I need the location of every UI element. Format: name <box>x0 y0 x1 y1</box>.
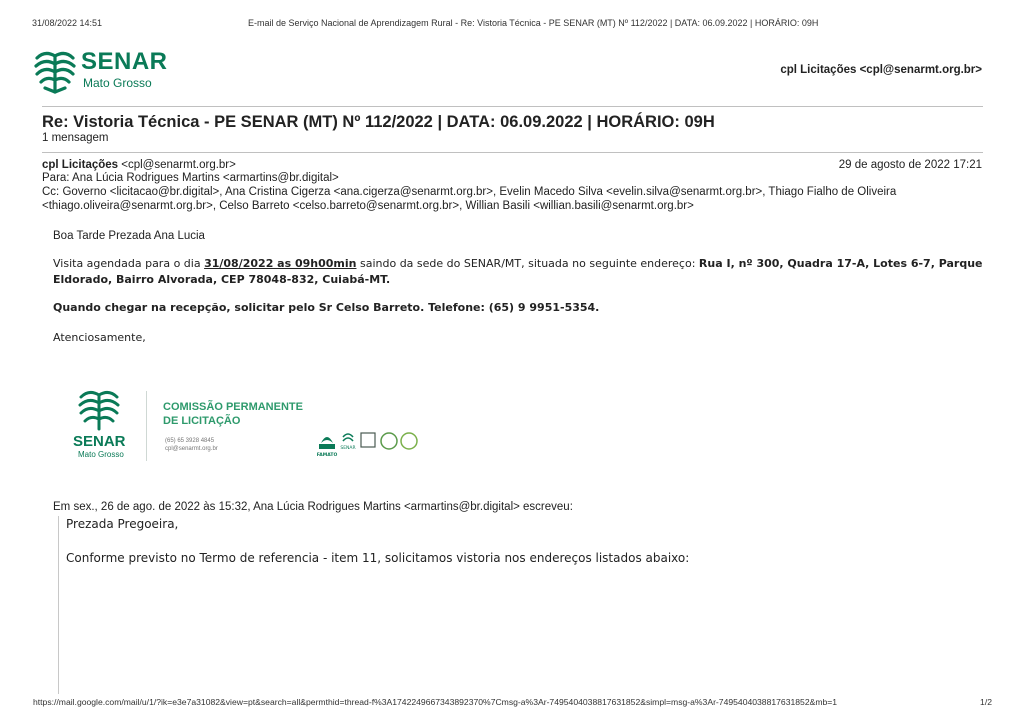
signature-department-continued: DE LICITAÇÃO <box>163 415 241 427</box>
visit-datetime: 31/08/2022 as 09h00min <box>204 257 357 270</box>
signature-divider <box>146 391 147 461</box>
sender <box>42 159 236 171</box>
print-page-title: E-mail de Serviço Nacional de Aprendizagem Rural - Re: Vistoria Técnica - PE SENAR (MT) Nº 112/2022 | DATA: 06.09.2022 | HORÁRIO: 09H <box>248 18 819 28</box>
brand-name: SENAR <box>81 48 168 75</box>
partner-badge-icon <box>401 433 417 449</box>
signature-department: COMISSÃO PERMANENTE <box>163 401 303 413</box>
senar-logo <box>33 48 173 94</box>
visit-address: Rua I, nº 300, Quadra 17-A, Lotes 6-7, Parque <box>698 257 983 270</box>
signature-phone: (65) 65 3928 4845 <box>165 438 215 444</box>
partner-logos <box>317 427 427 457</box>
print-datetime: 31/08/2022 14:51 <box>32 18 103 28</box>
quoted-header: Em sex., 26 de ago. de 2022 às 15:32, Ana Lúcia Rodrigues Martins <armartins@br.digital> escreveu: <box>53 501 573 513</box>
quoted-text: Conforme previsto no Termo de referencia - item 11, solicitamos vistoria nos endereços listados abaixo: <box>66 551 690 565</box>
page-number: 1/2 <box>980 697 992 707</box>
recipients-cc-continued: <thiago.oliveira@senarmt.org.br>, Celso Barreto <celso.barreto@senarmt.org.br>, Willian Basili <willian.basili@senarmt.org.br> <box>42 200 694 212</box>
visit-info <box>53 257 983 270</box>
sender-email: <cpl@senarmt.org.br> <box>121 159 236 171</box>
famato-logo-icon <box>317 437 337 457</box>
partner-logo-icon <box>361 433 375 447</box>
thread-subject: Re: Vistoria Técnica - PE SENAR (MT) Nº 112/2022 | DATA: 06.09.2022 | HORÁRIO: 09H <box>42 113 715 131</box>
wheat-icon <box>76 387 122 431</box>
partner-seal-icon <box>381 433 397 449</box>
account-label: cpl Licitações <cpl@senarmt.org.br> <box>780 64 982 76</box>
brand-region: Mato Grosso <box>83 76 152 90</box>
sender-name: cpl Licitações <box>42 159 119 171</box>
svg-text:SENAR: SENAR <box>340 446 356 451</box>
print-url: https://mail.google.com/mail/u/1/?ik=e3e7a31082&view=pt&search=all&permthid=thread-f%3A1742249667343892370%7Cmsg-a%3Ar-7495404038817631852&simpl=msg-a%3Ar-7495404038817631852&mb=1 <box>33 697 838 707</box>
message-date: 29 de agosto de 2022 17:21 <box>838 159 982 171</box>
recipients-cc: Cc: Governo <licitacao@br.digital>, Ana Cristina Cigerza <ana.cigerza@senarmt.org.br>, Evelin Macedo Silva <evelin.silva@senarmt.org.br>, Thiago Fialho de Oliveira <box>42 186 897 198</box>
reception-instructions: Quando chegar na recepção, solicitar pelo Sr Celso Barreto. Telefone: (65) 9 9951-5354. <box>53 301 600 314</box>
visit-prefix: Visita agendada para o dia <box>53 257 205 270</box>
divider <box>42 152 983 153</box>
quoted-greeting: Prezada Pregoeira, <box>66 517 179 531</box>
greeting: Boa Tarde Prezada Ana Lucia <box>53 230 205 242</box>
visit-address-continued: Eldorado, Bairro Alvorada, CEP 78048-832, Cuiabá-MT. <box>53 273 391 286</box>
quote-bar <box>58 516 59 694</box>
senar-mini-logo-icon <box>340 434 355 451</box>
message-count: 1 mensagem <box>42 132 109 144</box>
signature-brand: SENAR <box>73 433 126 450</box>
visit-middle: saindo da sede do SENAR/MT, situada no seguinte endereço: <box>356 257 699 270</box>
signature-email: cpl@senarmt.org.br <box>165 446 218 452</box>
closing: Atenciosamente, <box>53 331 146 344</box>
wheat-icon <box>33 48 77 94</box>
signature-region: Mato Grosso <box>78 450 124 459</box>
divider <box>42 106 983 107</box>
recipients-to: Para: Ana Lúcia Rodrigues Martins <armartins@br.digital> <box>42 172 339 184</box>
email-signature <box>70 385 430 465</box>
svg-text:FAMATO: FAMATO <box>317 453 338 457</box>
